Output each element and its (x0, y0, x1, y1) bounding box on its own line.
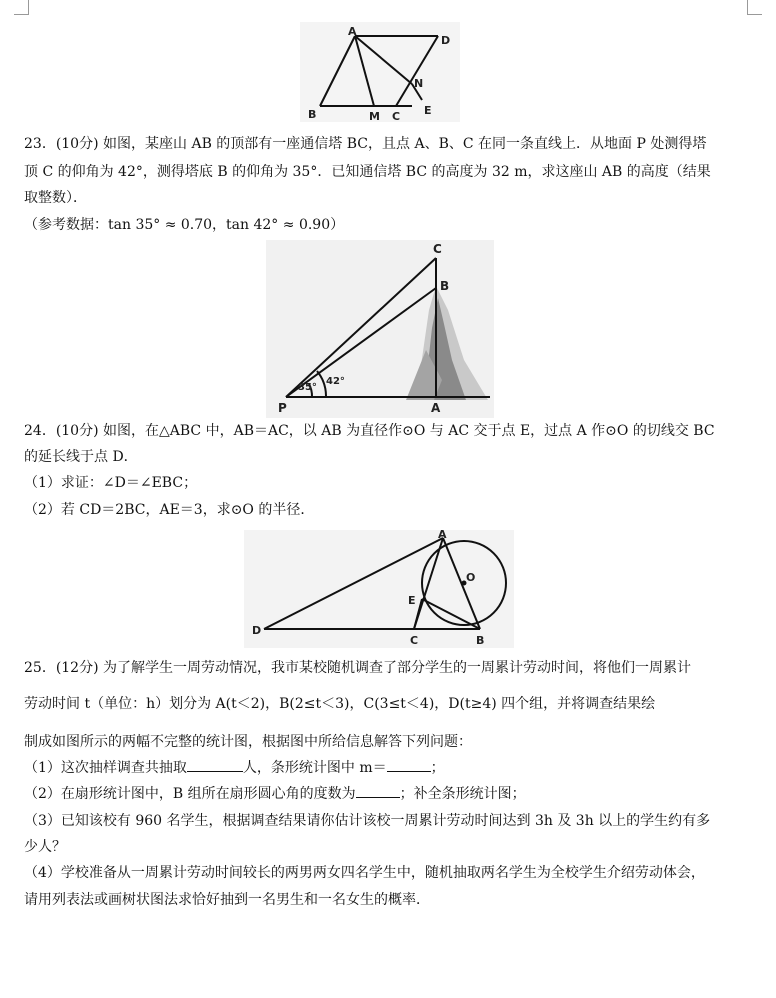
q24-line-3: （1）求证：∠D＝∠EBC； (24, 475, 198, 491)
answer-blank-total[interactable] (187, 757, 243, 772)
crop-mark-right (747, 0, 762, 15)
fig22-label-m: M (369, 110, 380, 123)
q25-part1-text-a: （1）这次抽样调查共抽取 (24, 760, 187, 776)
fig22-label-c: C (392, 110, 401, 123)
answer-blank-angle[interactable] (356, 783, 400, 798)
q23-line-1: 23．(10分) 如图，某座山 AB 的顶部有一座通信塔 BC，且点 A、B、C 在同一条直线上．从地面 P 处测得塔 (24, 136, 707, 152)
fig24-label-o: O (466, 571, 476, 584)
q25-line-5 (24, 783, 526, 805)
q24-line-4: （2）若 CD＝2BC，AE＝3，求⊙O 的半径． (24, 502, 315, 518)
q25-part1-text-c: ； (430, 760, 445, 776)
crop-mark-left (14, 0, 29, 15)
fig23-label-p: P (278, 401, 287, 415)
fig23-label-c: C (433, 242, 442, 256)
fig22-label-a: A (348, 25, 357, 38)
fig24-label-c: C (410, 634, 419, 647)
fig23-label-a: A (431, 401, 441, 415)
fig24-label-e: E (408, 594, 416, 607)
figure-q23 (266, 240, 494, 418)
q23-line-4: （参考数据：tan 35° ≈ 0.70，tan 42° ≈ 0.90） (24, 217, 345, 233)
q23-line-2: 顶 C 的仰角为 42°，测得塔底 B 的仰角为 35°．已知通信塔 BC 的高度为 32 m，求这座山 AB 的高度（结果 (24, 164, 711, 180)
q25-line-6: （3）已知该校有 960 名学生，根据调查结果请你估计该校一周累计劳动时间达到 3h 及 3h 以上的学生约有多 (24, 813, 711, 829)
q24-line-2: 的延长线于点 D． (24, 449, 138, 465)
answer-blank-m[interactable] (387, 757, 431, 772)
fig24-label-b: B (476, 634, 485, 647)
q25-line-2: 劳动时间 t（单位：h）划分为 A(t＜2)，B(2≤t＜3)，C(3≤t＜4)，D(t≥4) 四个组，并将调查结果绘 (24, 696, 656, 712)
fig24-label-d: D (252, 624, 262, 637)
figure-q24 (244, 530, 514, 648)
q25-line-9: 请用列表法或画树状图法求恰好抽到一名男生和一名女生的概率． (24, 892, 430, 908)
fig22-label-d: D (441, 34, 451, 47)
q25-part1-text-b: 人，条形统计图中 m＝ (242, 760, 387, 776)
fig22-label-b: B (308, 108, 317, 121)
q25-line-3: 制成如图所示的两幅不完整的统计图，根据图中所给信息解答下列问题： (24, 734, 472, 750)
q25-part2-text-a: （2）在扇形统计图中，B 组所在扇形圆心角的度数为 (24, 786, 356, 802)
q23-line-3: 取整数）． (24, 190, 87, 206)
fig23-label-b: B (440, 279, 450, 293)
q25-part2-text-b: ；补全条形统计图； (399, 786, 526, 802)
q25-line-8: （4）学校准备从一周累计劳动时间较长的两男两女四名学生中，随机抽取两名学生为全校学生介绍劳动体会， (24, 865, 705, 881)
q25-line-7: 少人？ (24, 839, 66, 855)
q24-line-1: 24．(10分) 如图，在△ABC 中，AB＝AC，以 AB 为直径作⊙O 与 AC 交于点 E，过点 A 作⊙O 的切线交 BC (24, 423, 715, 439)
fig22-label-e: E (424, 104, 432, 117)
q25-line-1: 25．(12分) 为了解学生一周劳动情况，我市某校随机调查了部分学生的一周累计劳动时间，将他们一周累计 (24, 660, 692, 676)
figure-q22 (300, 22, 460, 126)
fig24-label-a: A (438, 530, 447, 541)
fig23-angle-35: 35° (298, 382, 317, 393)
fig22-label-n: N (414, 77, 424, 90)
fig23-angle-42: 42° (326, 376, 345, 387)
q25-line-4 (24, 757, 445, 779)
